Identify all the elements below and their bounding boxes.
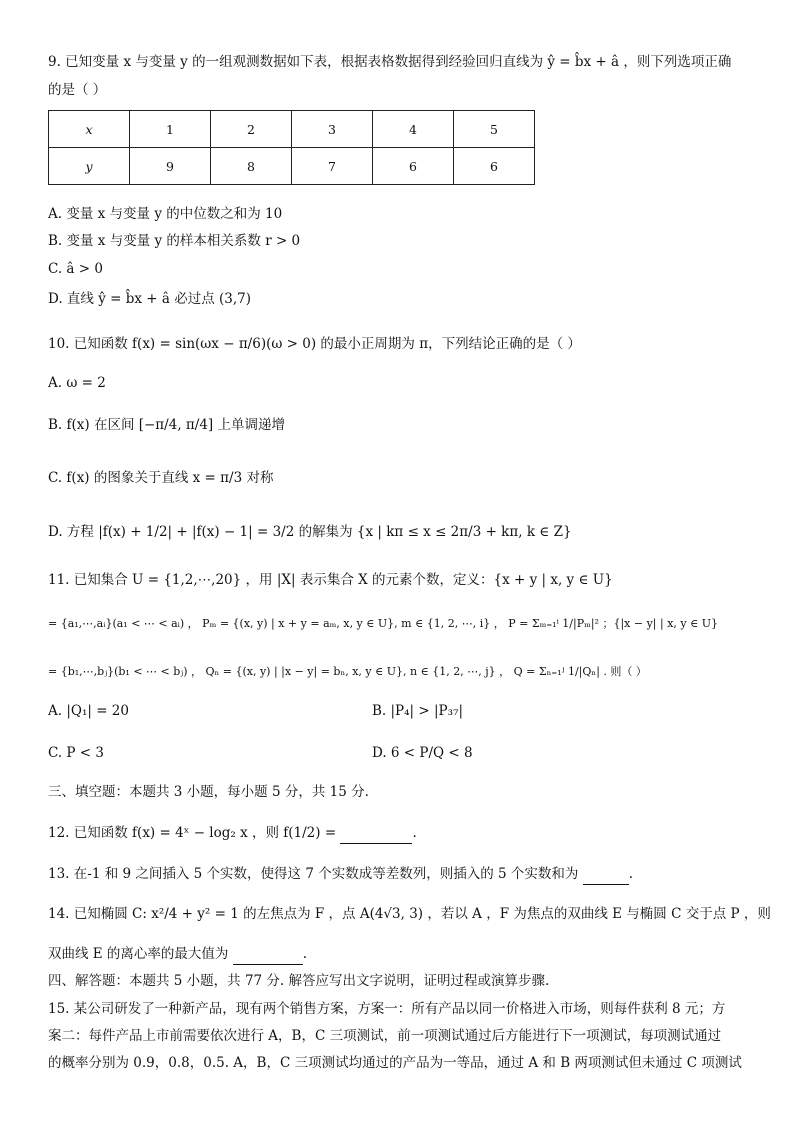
table-cell: 6 [453,148,534,185]
table-cell: 7 [291,148,372,185]
q12-line [48,823,417,844]
q14-line2 [48,944,307,965]
q10-option-c: C. f(x) 的图象关于直线 x = π/3 对称 [48,470,274,486]
q14-stem-line1: 14. 已知椭圆 C: x²/4 + y² = 1 的左焦点为 F ，点 A(4√3, 3) ，若以 A ，F 为焦点的双曲线 E 与椭圆 C 交于点 P ，则 [48,906,771,922]
section-3-heading: 三、填空题：本题共 3 小题，每小题 5 分，共 15 分. [48,784,369,800]
q11-stem-line1: 11. 已知集合 U = {1,2,⋯,20} ，用 |X| 表示集合 X 的元素个数，定义：{x + y | x, y ∈ U} [48,572,613,588]
table-cell: 6 [372,148,453,185]
q10-option-a: A. ω = 2 [48,375,106,391]
q11-option-a: A. |Q₁| = 20 [48,703,129,719]
q9-stem-line2: 的是（ ） [48,82,107,98]
q11-option-c: C. P < 3 [48,745,104,761]
q13-end: . [628,866,633,882]
observation-table [48,110,535,185]
table-cell: 5 [453,111,534,148]
table-cell: 8 [210,148,291,185]
q11-stem-line2: = {a₁,⋯,aᵢ}(a₁ < ⋯ < aᵢ) ， Pₘ = {(x, y) | x + y = aₘ, x, y ∈ U}, m ∈ {1, 2, ⋯, i} ， P = Σₘ₌₁ⁱ 1/|Pₘ|² ；{|x − y| | x, y ∈ U} [48,617,719,630]
q9-option-c: C. â > 0 [48,261,103,277]
table-cell: y [49,148,130,185]
q9-stem-line1: 9. 已知变量 x 与变量 y 的一组观测数据如下表，根据表格数据得到经验回归直线为 ŷ = b̂x + â ，则下列选项正确 [48,54,732,70]
q9-option-d: D. 直线 ŷ = b̂x + â 必过点 (3,7) [48,291,252,307]
q12-end: . [412,825,417,841]
table-row [49,111,535,148]
q9-option-a: A. 变量 x 与变量 y 的中位数之和为 10 [48,206,283,222]
q13-text: 13. 在-1 和 9 之间插入 5 个实数，使得这 7 个实数成等差数列，则插入的 5 个实数和为 [48,866,579,882]
q13-answer-blank [583,864,629,885]
section-4-heading: 四、解答题：本题共 5 小题，共 77 分. 解答应写出文字说明，证明过程或演算步骤. [48,973,550,989]
table-cell: 9 [129,148,210,185]
table-cell: 2 [210,111,291,148]
table-cell: 4 [372,111,453,148]
q11-option-b: B. |P₄| > |P₃₇| [372,703,463,719]
q15-stem-line1: 15. 某公司研发了一种新产品，现有两个销售方案，方案一：所有产品以同一价格进入市场，则每件获利 8 元；方 [48,1001,726,1017]
q14-text: 双曲线 E 的离心率的最大值为 [48,946,229,962]
q14-end: . [302,946,308,962]
table-cell: 1 [129,111,210,148]
q10-option-b: B. f(x) 在区间 [−π/4, π/4] 上单调递增 [48,417,285,433]
q11-stem-line3: = {b₁,⋯,bⱼ}(b₁ < ⋯ < bⱼ) ， Qₙ = {(x, y) | |x − y| = bₙ, x, y ∈ U}, n ∈ {1, 2, ⋯, j} ， Q = Σₙ₌₁ʲ 1/|Qₙ| . 则（ ） [48,665,647,678]
q9-option-b: B. 变量 x 与变量 y 的样本相关系数 r > 0 [48,233,301,249]
q10-stem: 10. 已知函数 f(x) = sin(ωx − π/6)(ω > 0) 的最小正周期为 π，下列结论正确的是（ ） [48,336,581,352]
q14-answer-blank [233,944,303,965]
q13-line [48,864,633,885]
q11-option-d: D. 6 < P/Q < 8 [372,745,473,761]
q15-stem-line2: 案二：每件产品上市前需要依次进行 A，B，C 三项测试，前一项测试通过后方能进行下一项测试，每项测试通过 [48,1028,722,1044]
table-cell: 3 [291,111,372,148]
q12-answer-blank [340,823,412,844]
table-row [49,148,535,185]
q10-option-d: D. 方程 |f(x) + 1/2| + |f(x) − 1| = 3/2 的解集为 {x | kπ ≤ x ≤ 2π/3 + kπ, k ∈ Z} [48,524,572,540]
q15-stem-line3: 的概率分别为 0.9，0.8，0.5. A，B，C 三项测试均通过的产品为一等品，通过 A 和 B 两项测试但未通过 C 项测试 [48,1055,742,1071]
q12-text: 12. 已知函数 f(x) = 4ˣ − log₂ x ，则 f(1/2) = [48,825,337,841]
table-cell: x [49,111,130,148]
